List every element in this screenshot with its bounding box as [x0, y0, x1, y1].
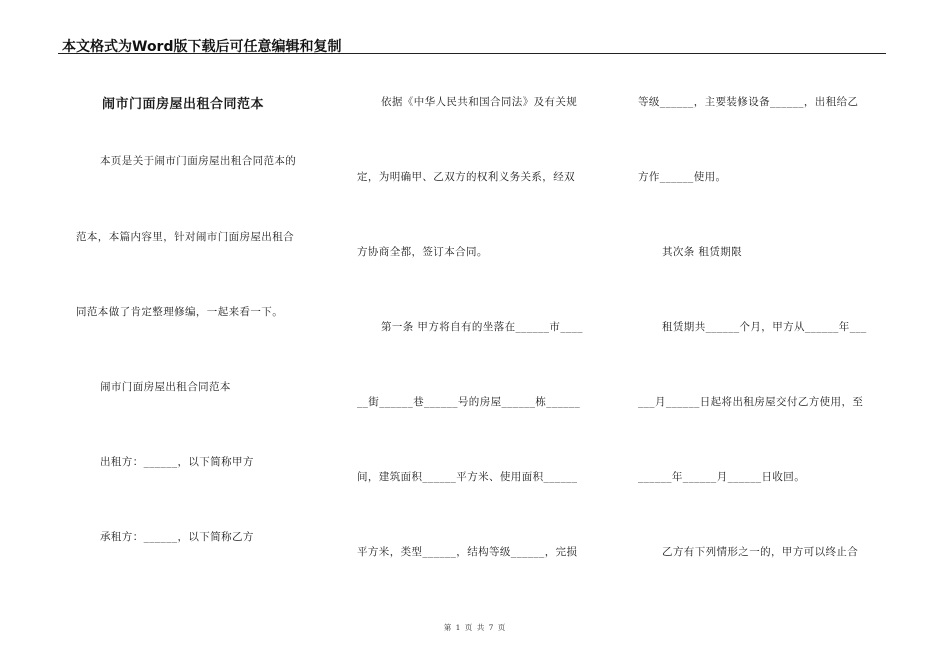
text-line: 方作______使用。 [638, 171, 727, 183]
text-line: 定，为明确甲、乙双方的权利义务关系，经双 [357, 171, 575, 183]
text-line: 依据《中华人民共和国合同法》及有关规 [381, 96, 578, 108]
text-line: 平方米，类型______，结构等级______，完损 [357, 546, 578, 558]
text-line: 间，建筑面积______平方米、使用面积______ [357, 471, 578, 483]
text-line: 乙方有下列情形之一的，甲方可以终止合 [662, 546, 859, 558]
document-title: 闹市门面房屋出租合同范本 [102, 97, 265, 112]
text-line: 第一条 甲方将自有的坐落在______市____ [381, 321, 583, 333]
text-line: 方协商全都，签订本合同。 [357, 246, 488, 258]
text-line: 同范本做了肯定整理修编，一起来看一下。 [76, 306, 284, 318]
document-banner: 本文格式为Word版下载后可任意编辑和复制 [62, 39, 342, 55]
page-number: 第 1 页 共 7 页 [443, 623, 507, 632]
text-line: 承租方：______，以下简称乙方 [100, 531, 254, 543]
text-line: 租赁期共______个月，甲方从______年___ [662, 321, 867, 333]
text-line: 其次条 租赁期限 [662, 246, 743, 258]
text-line: ______年______月______日收回。 [638, 471, 806, 483]
text-line: 范本，本篇内容里，针对闹市门面房屋出租合 [76, 231, 294, 243]
text-line: 出租方：______，以下简称甲方 [100, 456, 254, 468]
text-line: 本页是关于闹市门面房屋出租合同范本的 [100, 155, 297, 167]
header-rule [58, 53, 886, 54]
text-line: ___月______日起将出租房屋交付乙方使用，至 [638, 396, 864, 408]
text-line: 等级______，主要装修设备______，出租给乙 [638, 96, 859, 108]
text-line: 闹市门面房屋出租合同范本 [100, 381, 231, 393]
text-line: __街______巷______号的房屋______栋______ [357, 396, 581, 408]
